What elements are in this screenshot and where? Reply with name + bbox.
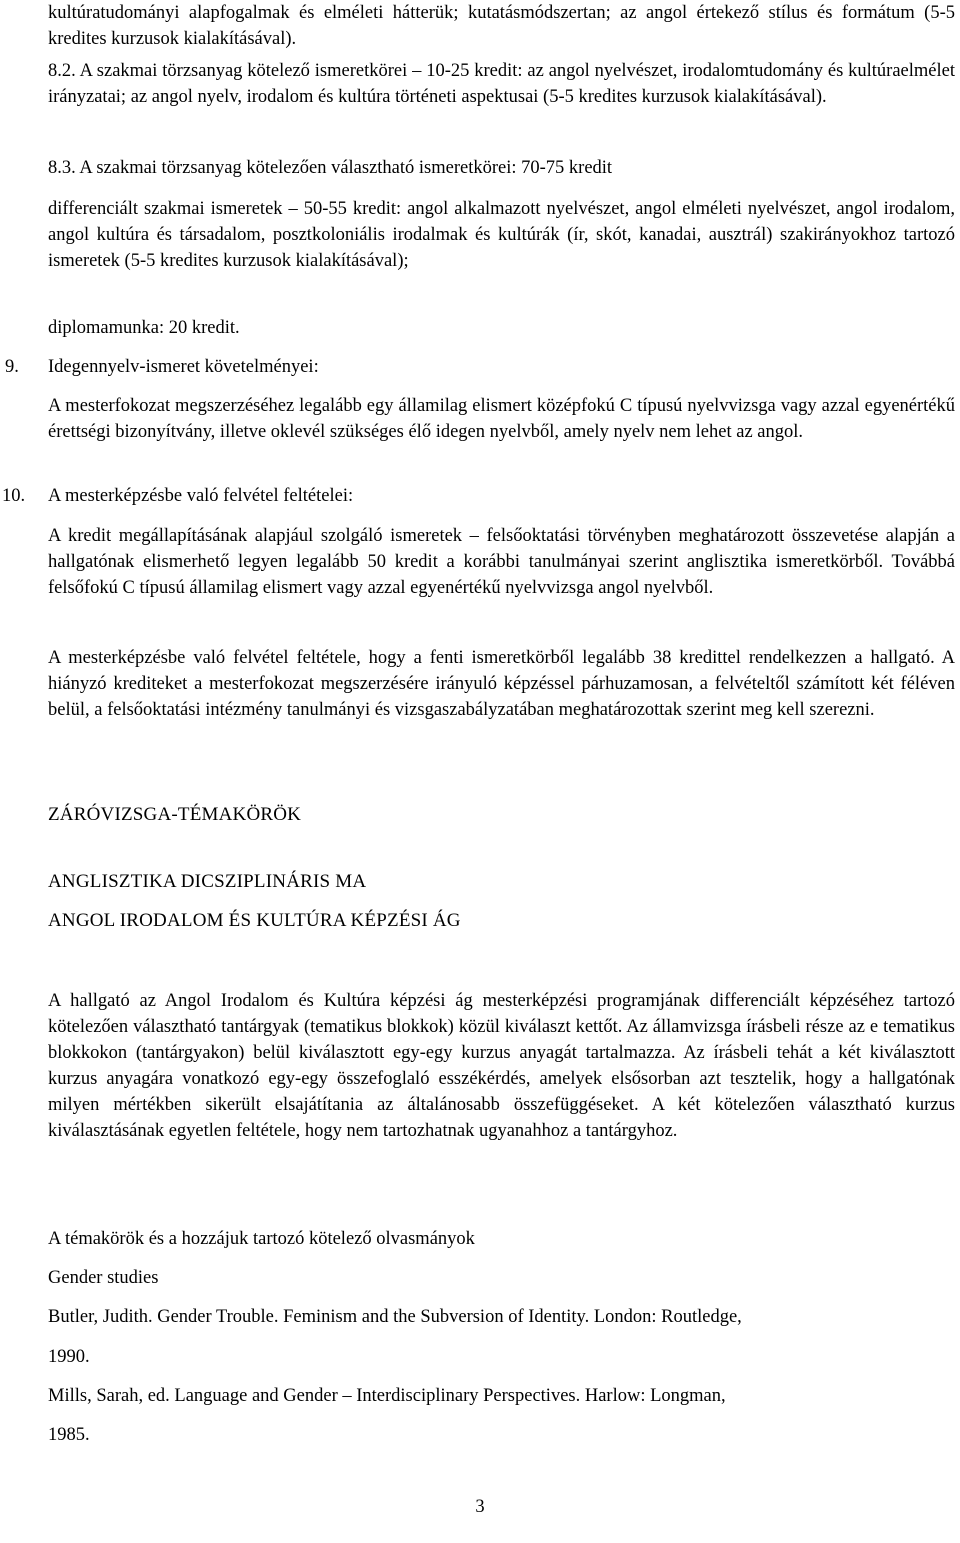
section-10-title: A mesterképzésbe való felvétel feltételei: xyxy=(48,486,354,506)
section-10-body-2: A mesterképzésbe való felvétel feltétele, hogy a fenti ismeretkörből legalább 38 kredittel rendelkezzen a hallgató. A hiányzó krediteket a mesterfokozat megszerzésére irányuló képzéssel párhuzamosan, a felvételtől számított két féléven belül, a felsőoktatási intézmény tanulmányi és vizsgaszabályzatában meghatározottak szerint meg kell szerezni. xyxy=(48,648,955,720)
reference-butler-year: 1990. xyxy=(48,1347,90,1367)
readings-title: A témakörök és a hozzájuk tartozó kötelező olvasmányok xyxy=(48,1229,475,1249)
paragraph-8-2: 8.2. A szakmai törzsanyag kötelező ismeretkörei – 10-25 kredit: az angol nyelvészet, irodalomtudomány és kultúraelmélet irányzatai; az angol nyelv, irodalom és kultúra történeti aspektusai (5-5 kredites kurzusok kialakításával). xyxy=(48,61,955,107)
heading-anglisztika: ANGLISZTIKA DICSZIPLINÁRIS MA xyxy=(48,871,367,892)
paragraph-diploma: diplomamunka: 20 kredit. xyxy=(48,318,240,338)
paragraph-exam-intro: A hallgató az Angol Irodalom és Kultúra képzési ág mesterképzési programjának differenciált képzéséhez tartozó kötelezően választható tantárgyak (tematikus blokkok) közül kiválaszt kettőt. Az államvizsga írásbeli része az e tematikus blokkokon (tantárgyakon) belül kiválasztott egy-egy kurzus anyagát tartalmazza. Az írásbeli tehát a két kiválasztott kurzus anyagára vonatkozó egy-egy összefoglaló esszékérdés, amelyek elsősorban azt tesztelik, hogy a hallgatónak milyen mértékben sikerült elsajátítania az általánosabb összefüggéseket. A két kötelezően választható kurzus kiválasztásának egyetlen feltétele, hogy nem tartozhatnak ugyanahhoz a tantárgyhoz. xyxy=(48,991,955,1141)
paragraph-differentiated: differenciált szakmai ismeretek – 50-55 kredit: angol alkalmazott nyelvészet, angol elméleti nyelvészet, angol irodalom, angol kultúra és társadalom, posztkoloniális irodalmak és kultúrák (ír, skót, kanadai, ausztrál) szakirányokhoz tartozó ismeretek (5-5 kredites kurzusok kialakításával); xyxy=(48,199,955,271)
reference-mills: Mills, Sarah, ed. Language and Gender – Interdisciplinary Perspectives. Harlow: Longman, xyxy=(48,1386,726,1406)
section-9-title: Idegennyelv-ismeret követelményei: xyxy=(48,357,319,377)
section-10-number: 10. xyxy=(2,486,26,506)
heading-angol-irodalom: ANGOL IRODALOM ÉS KULTÚRA KÉPZÉSI ÁG xyxy=(48,910,461,931)
section-10-body-1: A kredit megállapításának alapjául szolgáló ismeretek – felsőoktatási törvényben meghatározott összevetése alapján a hallgatónak elismerhető legyen legalább 50 kredit a korábbi tanulmányai szerint anglisztika ismeretkörből. Továbbá felsőfokú C típusú államilag elismert vagy azzal egyenértékű nyelvvizsga angol nyelvből. xyxy=(48,526,955,598)
section-9-number: 9. xyxy=(5,357,19,377)
section-9-body: A mesterfokozat megszerzéséhez legalább egy államilag elismert középfokú C típusú nyelvvizsga vagy azzal egyenértékű érettségi bizonyítvány, illetve oklevél szükséges élő idegen nyelvből, amely nyelv nem lehet az angol. xyxy=(48,396,955,442)
paragraph-intro-continuation: kultúratudományi alapfogalmak és elméleti hátterük; kutatásmódszertan; az angol értekező stílus és formátum (5-5 kredites kurzusok kialakításával). xyxy=(48,3,955,49)
page-number: 3 xyxy=(475,1497,485,1517)
paragraph-8-3: 8.3. A szakmai törzsanyag kötelezően választható ismeretkörei: 70-75 kredit xyxy=(48,158,613,178)
topic-gender-studies: Gender studies xyxy=(48,1268,159,1288)
reference-butler: Butler, Judith. Gender Trouble. Feminism and the Subversion of Identity. London: Routledge, xyxy=(48,1307,742,1327)
reference-mills-year: 1985. xyxy=(48,1425,90,1445)
heading-zarovizsga: ZÁRÓVIZSGA-TÉMAKÖRÖK xyxy=(48,804,302,825)
